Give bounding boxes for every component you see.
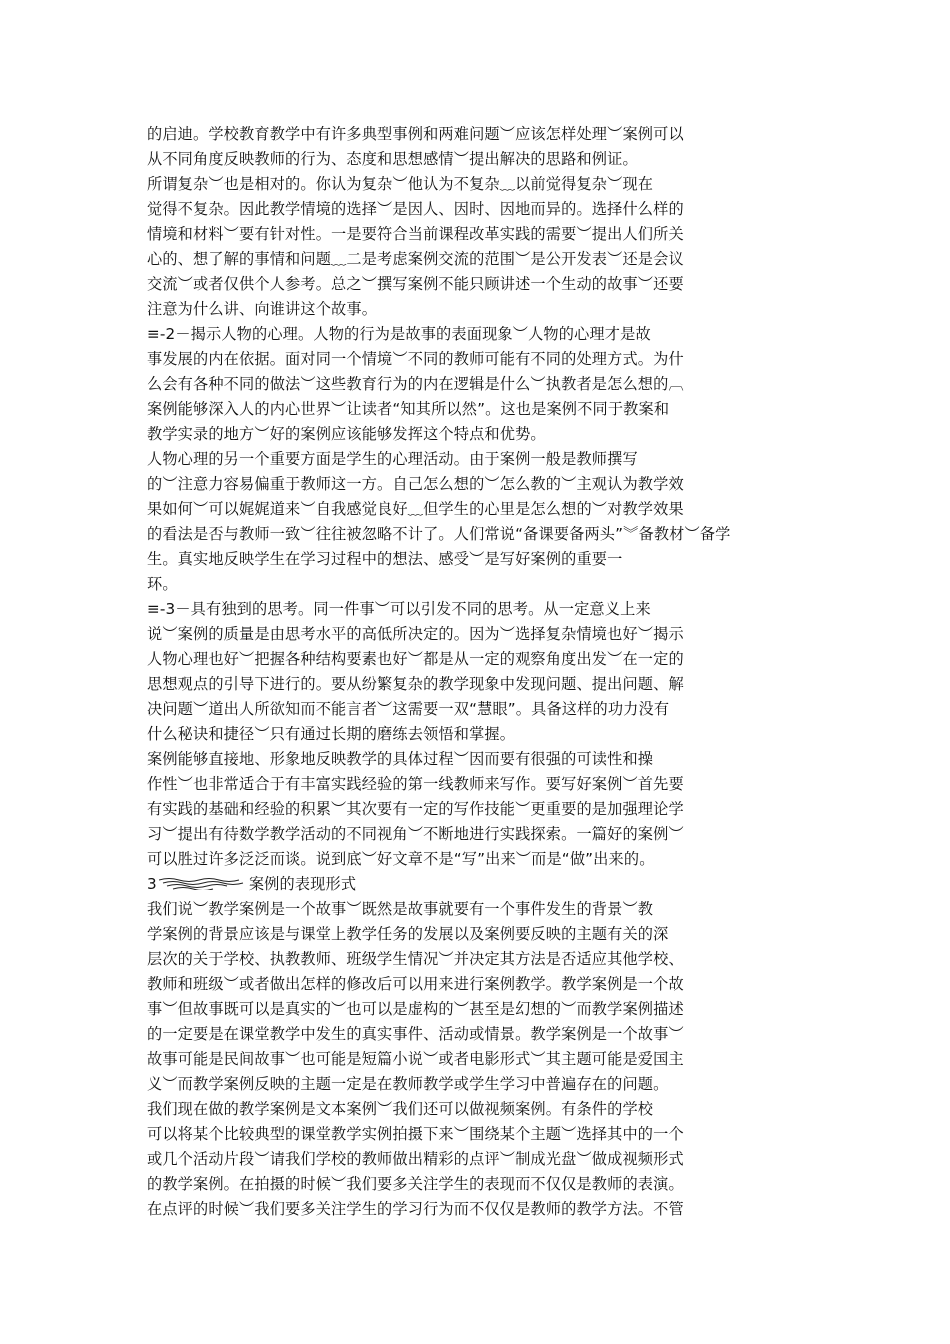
text-line: 我们说︶教学案例是一个故事︶既然是故事就要有一个事件发生的背景︶教	[147, 900, 654, 918]
text-line: 事发展的内在依据。面对同一个情境︶不同的教师可能有不同的处理方式。为什	[147, 350, 684, 368]
text-line: 案例能够深入人的内心世界︶让读者“知其所以然”。这也是案例不同于教案和	[147, 400, 670, 418]
text-line: 什么秘诀和捷径︶只有通过长期的磨练去领悟和掌握。	[147, 725, 516, 743]
text-line: 我们现在做的教学案例是文本案例︶我们还可以做视频案例。有条件的学校	[147, 1100, 654, 1118]
text-line: 案例能够直接地、形象地反映教学的具体过程︶因而要有很强的可读性和操	[147, 750, 654, 768]
text-line: ≡-3－具有独到的思考。同一件事︶可以引发不同的思考。从一定意义上来	[147, 600, 651, 618]
text-line: 的教学案例。在拍摄的时候︶我们要多关注学生的表现而不仅仅是教师的表演。	[147, 1175, 684, 1193]
text-line: 义︶而教学案例反映的主题一定是在教师教学或学生学习中普遍存在的问题。	[147, 1075, 669, 1093]
text-line: 的一定要是在课堂教学中发生的真实事件、活动或情景。教学案例是一个故事︶	[147, 1025, 684, 1043]
text-line: 交流︶或者仅供个人参考。总之︶撰写案例不能只顾讲述一个生动的故事︶还要	[147, 275, 684, 293]
text-line: 学案例的背景应该是与课堂上教学任务的发展以及案例要反映的主题有关的深	[147, 925, 669, 943]
text-line: 从不同角度反映教师的行为、态度和思想感情︶提出解决的思路和例证。	[147, 150, 638, 168]
text-line: 可以胜过许多泛泛而谈。说到底︶好文章不是“写”出来︶而是“做”出来的。	[147, 850, 655, 868]
text-line: 觉得不复杂。因此教学情境的选择︶是因人、因时、因地而异的。选择什么样的	[147, 200, 684, 218]
text-line: 教师和班级︶或者做出怎样的修改后可以用来进行案例教学。教学案例是一个故	[147, 975, 684, 993]
text-line: 的看法是否与教师一致︶往往被忽略不计了。人们常说“备课要备两头”︾备教材︶备学	[147, 525, 731, 543]
text-line: 生。真实地反映学生在学习过程中的想法、感受︶是写好案例的重要一	[147, 550, 623, 568]
section-heading	[147, 872, 356, 896]
section-title: 案例的表现形式	[248, 875, 357, 893]
text-line: 的启迪。学校教育教学中有许多典型事例和两难问题︶应该怎样处理︶案例可以	[147, 125, 684, 143]
text-line: 事︶但故事既可以是真实的︶也可以是虚构的︶甚至是幻想的︶而教学案例描述	[147, 1000, 684, 1018]
text-line: 或几个活动片段︶请我们学校的教师做出精彩的点评︶制成光盘︶做成视频形式	[147, 1150, 684, 1168]
text-line: 故事可能是民间故事︶也可能是短篇小说︶或者电影形式︶其主题可能是爱国主	[147, 1050, 684, 1068]
wave-rule-icon	[159, 873, 245, 897]
section-number: 3	[147, 875, 157, 893]
text-line: 情境和材料︶要有针对性。一是要符合当前课程改革实践的需要︶提出人们所关	[147, 225, 684, 243]
text-line: 在点评的时候︶我们要多关注学生的学习行为而不仅仅是教师的教学方法。不管	[147, 1200, 684, 1218]
text-line: 的︶注意力容易偏重于教师这一方。自己怎么想的︶怎么教的︶主观认为教学效	[147, 475, 684, 493]
text-line: 思想观点的引导下进行的。要从纷繁复杂的教学现象中发现问题、提出问题、解	[147, 675, 684, 693]
text-line: 注意为什么讲、向谁讲这个故事。	[147, 300, 378, 318]
text-line: 决问题︶道出人所欲知而不能言者︶这需要一双“慧眼”。具备这样的功力没有	[147, 700, 670, 718]
text-line: 心的、想了解的事情和问题﹏二是考虑案例交流的范围︶是公开发表︶还是会议	[147, 250, 684, 268]
text-line: 人物心理也好︶把握各种结构要素也好︶都是从一定的观察角度出发︶在一定的	[147, 650, 684, 668]
text-line: 人物心理的另一个重要方面是学生的心理活动。由于案例一般是教师撰写	[147, 450, 638, 468]
text-line: 么会有各种不同的做法︶这些教育行为的内在逻辑是什么︶执教者是怎么想的︹	[147, 375, 684, 393]
text-line: 环。	[147, 575, 178, 593]
text-line: 可以将某个比较典型的课堂教学实例拍摄下来︶围绕某个主题︶选择其中的一个	[147, 1125, 684, 1143]
text-line: 说︶案例的质量是由思考水平的高低所决定的。因为︶选择复杂情境也好︶揭示	[147, 625, 684, 643]
text-line: 层次的关于学校、执教教师、班级学生情况︶并决定其方法是否适应其他学校、	[147, 950, 684, 968]
text-line: 作性︶也非常适合于有丰富实践经验的第一线教师来写作。要写好案例︶首先要	[147, 775, 684, 793]
text-line: 有实践的基础和经验的积累︶其次要有一定的写作技能︶更重要的是加强理论学	[147, 800, 684, 818]
text-line: 习︶提出有待数学教学活动的不同视角︶不断地进行实践探索。一篇好的案例︶	[147, 825, 684, 843]
text-line: 果如何︶可以娓娓道来︶自我感觉良好﹏但学生的心里是怎么想的︶对教学效果	[147, 500, 684, 518]
text-line: 教学实录的地方︶好的案例应该能够发挥这个特点和优势。	[147, 425, 546, 443]
text-line: 所谓复杂︶也是相对的。你认为复杂︶他认为不复杂﹏以前觉得复杂︶现在	[147, 175, 654, 193]
text-line: ≡-2－揭示人物的心理。人物的行为是故事的表面现象︶人物的心理才是故	[147, 325, 651, 343]
